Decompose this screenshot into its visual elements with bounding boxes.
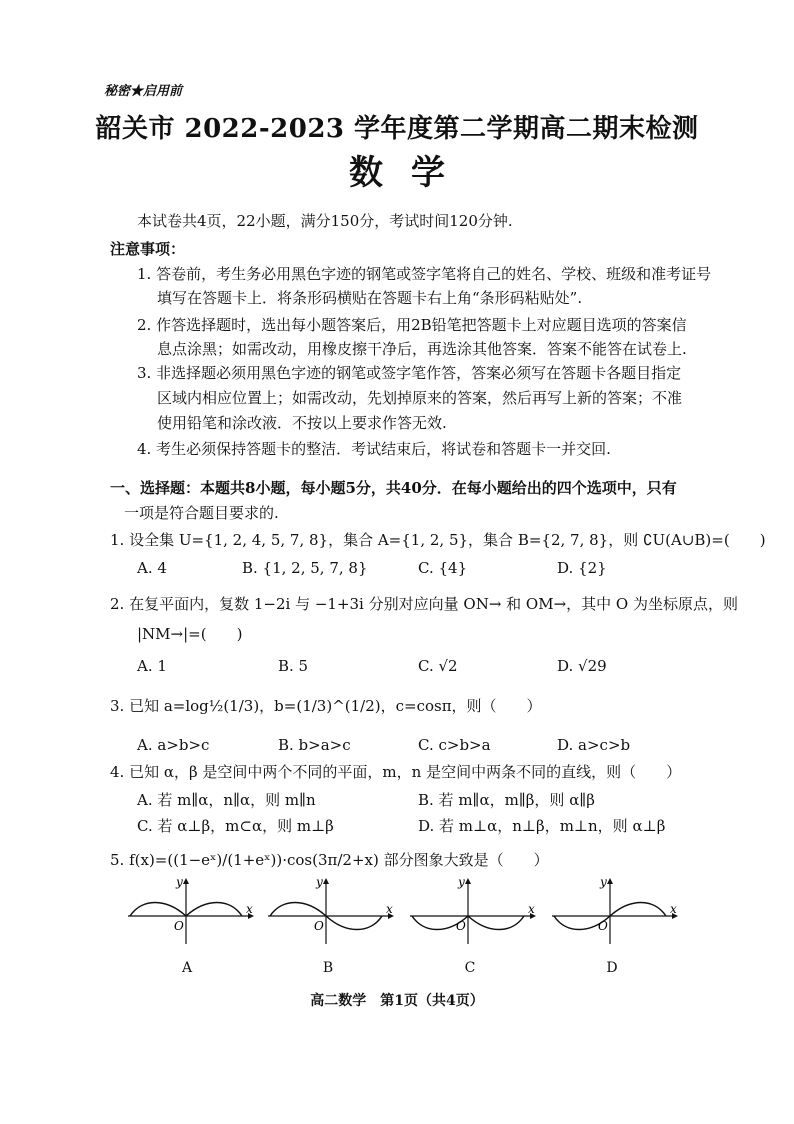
q5-graph-d: [552, 875, 678, 948]
exam-title: 韶关市 2022-2023 学年度第二学期高二期末检测: [95, 114, 699, 144]
q5-graph-c-label: C: [464, 960, 476, 976]
notice-item-1-line-1: 1. 答卷前，考生务必用黑色字迹的钢笔或签字笔将自己的姓名、学校、班级和准考证号: [137, 265, 712, 283]
q5-graph-b-y-label: y: [316, 875, 323, 889]
q1-option-c: C. {4}: [418, 559, 468, 577]
page-footer: 高二数学 第1页（共4页）: [310, 993, 484, 1009]
notice-item-2-line-1: 2. 作答选择题时，选出每小题答案后，用2B铅笔把答题卡上对应题目选项的答案信: [137, 316, 687, 334]
q3-option-d: D. a>c>b: [557, 736, 631, 754]
section-1-line-1: 一、选择题：本题共8小题，每小题5分，共40分．在每小题给出的四个选项中，只有: [110, 479, 677, 497]
q5-graph-b-origin: O: [314, 919, 324, 933]
q2-stem-line-1: 2. 在复平面内，复数 1−2i 与 −1+3i 分别对应向量 ON→ 和 OM→，其中 O 为坐标原点，则: [110, 595, 738, 613]
notice-heading: 注意事项：: [110, 240, 186, 258]
q5-graph-b-x-label: x: [386, 902, 393, 916]
q5-graph-c-origin: O: [456, 919, 466, 933]
q5-graph-c-y-label: y: [458, 875, 465, 889]
q5-graph-a: [128, 875, 254, 948]
q5-graph-a-x-label: x: [246, 902, 253, 916]
subject-title: 数学: [349, 153, 473, 193]
q5-graph-c-x-label: x: [528, 902, 535, 916]
q5-graph-d-origin: O: [598, 919, 608, 933]
q5-graph-b-label: B: [322, 960, 334, 976]
notice-item-1-line-2: 填写在答题卡上．将条形码横贴在答题卡右上角“条形码粘贴处”.: [157, 289, 583, 307]
q3-option-b: B. b>a>c: [278, 736, 351, 754]
q5-stem: 5. f(x)=((1−eˣ)/(1+eˣ))·cos(3π/2+x) 部分图象大致是（ ）: [110, 851, 549, 869]
q5-graph-d-label: D: [606, 960, 618, 976]
q5-graph-d-x-label: x: [670, 902, 677, 916]
q4-option-d: D. 若 m⊥α，n⊥β，m⊥n，则 α⊥β: [418, 817, 666, 835]
q1-option-d: D. {2}: [557, 559, 607, 577]
q5-graph-b: [268, 875, 394, 948]
q2-option-c: C. √2: [418, 657, 458, 675]
q3-option-c: C. c>b>a: [418, 736, 491, 754]
q3-option-a: A. a>b>c: [137, 736, 210, 754]
notice-item-2-line-2: 息点涂黑；如需改动，用橡皮擦干净后，再选涂其他答案．答案不能答在试卷上.: [157, 340, 687, 358]
q2-option-d: D. √29: [557, 657, 607, 675]
q1-option-b: B. {1, 2, 5, 7, 8}: [242, 559, 368, 577]
q1-option-a: A. 4: [137, 559, 167, 577]
exam-intro: 本试卷共4页，22小题，满分150分，考试时间120分钟.: [137, 212, 513, 230]
q2-option-a: A. 1: [137, 657, 167, 675]
notice-item-3-line-2: 区域内相应位置上；如需改动，先划掉原来的答案，然后再写上新的答案；不准: [157, 389, 683, 407]
q4-option-c: C. 若 α⊥β，m⊂α，则 m⊥β: [137, 817, 334, 835]
q4-stem: 4. 已知 α，β 是空间中两个不同的平面，m，n 是空间中两条不同的直线，则（ ）: [110, 763, 682, 781]
q3-stem: 3. 已知 a=log½(1/3)，b=(1/3)^(1/2)，c=cosπ，则（ ）: [110, 697, 542, 715]
q5-graph-c: [410, 875, 536, 948]
q4-option-b: B. 若 m∥α，m∥β，则 α∥β: [418, 791, 595, 809]
notice-item-4-line-1: 4. 考生必须保持答题卡的整洁．考试结束后，将试卷和答题卡一并交回.: [137, 440, 611, 458]
q4-option-a: A. 若 m∥α，n∥α，则 m∥n: [137, 791, 316, 809]
q5-graph-a-y-label: y: [176, 875, 183, 889]
q2-stem-line-2: |NM→|=( ): [137, 625, 243, 643]
notice-item-3-line-3: 使用铅笔和涂改液．不按以上要求作答无效.: [157, 414, 447, 432]
q2-option-b: B. 5: [278, 657, 309, 675]
notice-item-3-line-1: 3. 非选择题必须用黑色字迹的钢笔或签字笔作答，答案必须写在答题卡各题目指定: [137, 364, 682, 382]
section-1-line-2: 一项是符合题目要求的.: [124, 504, 279, 522]
q5-graph-d-y-label: y: [600, 875, 607, 889]
q5-graph-a-origin: O: [174, 919, 184, 933]
q1-stem: 1. 设全集 U={1, 2, 4, 5, 7, 8}，集合 A={1, 2, 5}，集合 B={2, 7, 8}，则 ∁U(A∪B)=( ): [110, 531, 766, 549]
q5-graph-a-label: A: [181, 960, 193, 976]
secret-mark: 秘密★启用前: [104, 84, 183, 99]
